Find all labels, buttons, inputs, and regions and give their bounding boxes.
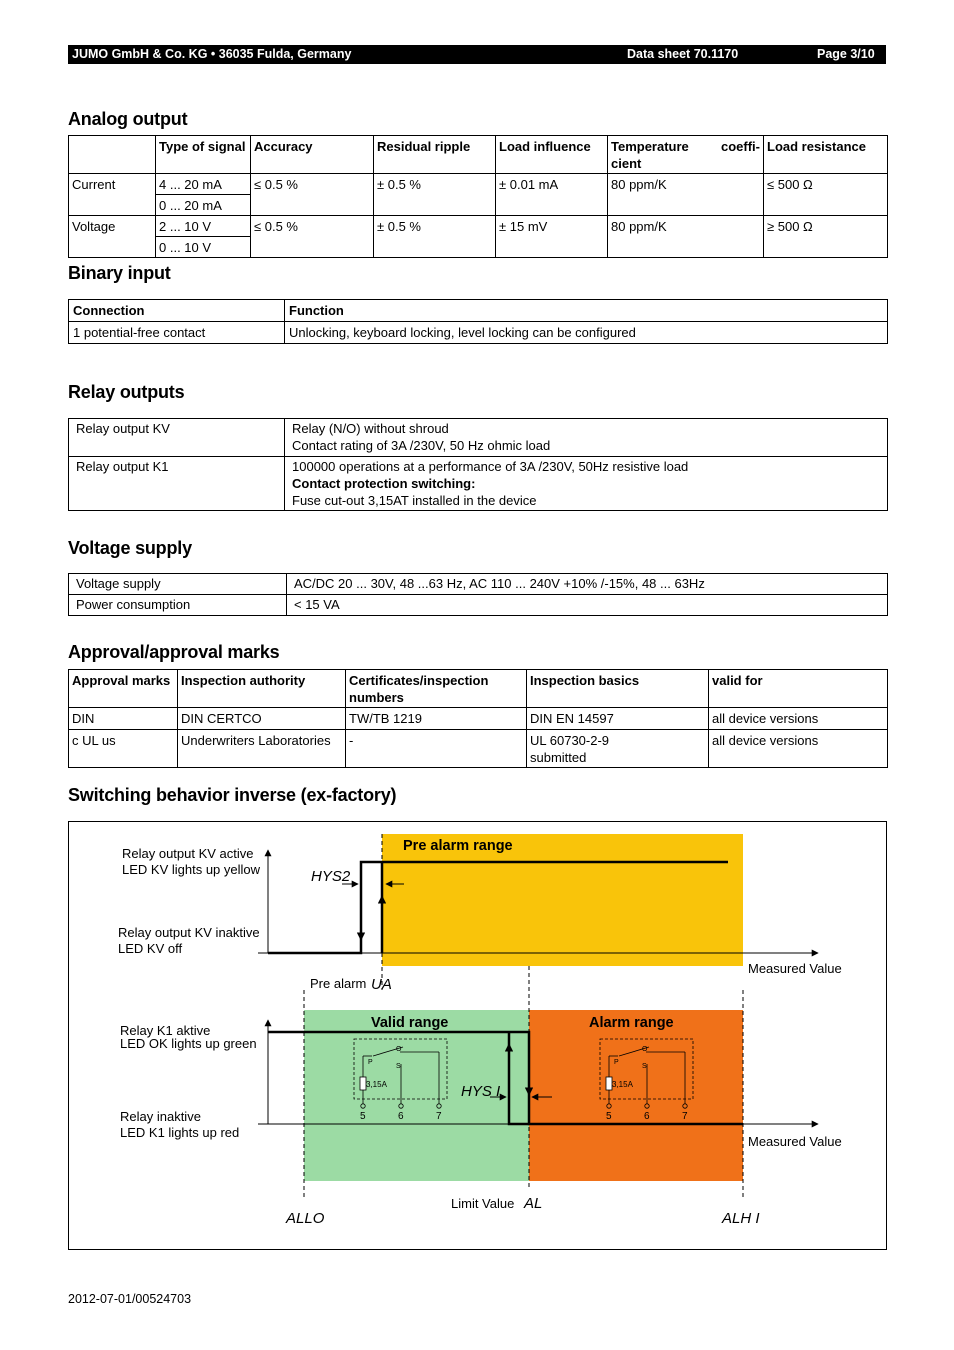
footer-doc-id: 2012-07-01/00524703	[68, 1292, 192, 1306]
analog-output-title: Analog output	[68, 109, 188, 129]
measured-value-bottom: Measured Value	[748, 1134, 842, 1149]
col-function: Function	[285, 300, 888, 322]
col-authority: Inspection authority	[178, 670, 346, 708]
terminal-7-valid: 7	[436, 1111, 442, 1122]
contact-o-alarm: O	[642, 1046, 648, 1053]
kv-active-label-1: Relay output KV active	[122, 846, 254, 861]
cell: Voltage supply	[69, 574, 287, 595]
cell: 0 ... 20 mA	[156, 195, 251, 216]
alarm-range-area	[529, 1010, 743, 1181]
text: 100000 operations at a performance of 3A /230V, 50Hz resistive load	[292, 459, 689, 474]
cell: ± 0.01 mA	[496, 174, 608, 216]
cell: DIN EN 14597	[527, 708, 709, 730]
contact-o-valid: O	[396, 1046, 402, 1053]
cell: 80 ppm/K	[608, 216, 764, 258]
terminal-7-alarm: 7	[682, 1111, 688, 1122]
k1-active-label-2: LED OK lights up green	[120, 1036, 257, 1051]
cell: ≤ 500 Ω	[764, 174, 888, 216]
text: Contact rating of 3A /230V, 50 Hz ohmic load	[292, 438, 551, 453]
cell: DIN	[69, 708, 178, 730]
kv-inactive-label-2: LED KV off	[118, 941, 183, 956]
terminal-6-valid: 6	[398, 1111, 404, 1122]
cell: AC/DC 20 ... 30V, 48 ...63 Hz, AC 110 ... 240V +10% /-15%, 48 ... 63Hz	[287, 574, 888, 595]
col-temp: Temperature coeffi-cient	[608, 136, 764, 174]
col-connection: Connection	[69, 300, 285, 322]
text: UL 60730-2-9	[530, 733, 610, 748]
valid-range-label: Valid range	[371, 1015, 449, 1031]
header-page: Page 3/10	[817, 47, 875, 61]
text: Relay (N/O) without shroud	[292, 421, 449, 436]
contact-s-valid: S	[396, 1063, 401, 1070]
cell: Unlocking, keyboard locking, level locking can be configured	[285, 322, 888, 344]
measured-value-top: Measured Value	[748, 961, 842, 976]
alhi-code: ALH I	[722, 1210, 760, 1227]
header-datasheet: Data sheet 70.1170	[627, 47, 739, 61]
cell: ≤ 0.5 %	[251, 174, 374, 216]
cell: -	[346, 730, 527, 768]
cell: all device versions	[709, 730, 888, 768]
al-code: AL	[524, 1195, 543, 1212]
limit-value-label: Limit Value	[451, 1196, 515, 1211]
kv-active-label-2: LED KV lights up yellow	[122, 862, 261, 877]
row-voltage-label: Voltage	[69, 216, 156, 258]
hys1-code: HYS I	[461, 1083, 501, 1100]
allo-code: ALLO	[286, 1210, 325, 1227]
fuse-label-valid: 3,15A	[366, 1080, 387, 1089]
alarm-range-label: Alarm range	[589, 1015, 674, 1031]
terminal-5-valid: 5	[360, 1111, 366, 1122]
cell: all device versions	[709, 708, 888, 730]
cell: ± 15 mV	[496, 216, 608, 258]
fuse-label-alarm: 3,15A	[612, 1080, 633, 1089]
cell: Relay output KV	[69, 419, 285, 457]
col-accuracy: Accuracy	[251, 136, 374, 174]
text: Contact protection switching:	[292, 476, 476, 491]
cell: 0 ... 10 V	[156, 237, 251, 258]
cell: 2 ... 10 V	[156, 216, 251, 237]
col-ripple: Residual ripple	[374, 136, 496, 174]
col-certs: Certificates/inspection numbers	[346, 670, 527, 708]
binary-input-title: Binary input	[68, 263, 171, 283]
pre-alarm-label: Pre alarm	[310, 976, 367, 991]
cell: < 15 VA	[287, 595, 888, 616]
approval-title: Approval/approval marks	[68, 642, 280, 662]
relay-outputs-title: Relay outputs	[68, 382, 185, 402]
row-current-label: Current	[69, 174, 156, 216]
voltage-supply-title: Voltage supply	[68, 538, 192, 558]
contact-s-alarm: S	[642, 1063, 647, 1070]
col-marks: Approval marks	[69, 670, 178, 708]
col-resistance: Load resistance	[764, 136, 888, 174]
terminal-5-alarm: 5	[606, 1111, 612, 1122]
terminal-6-alarm: 6	[644, 1111, 650, 1122]
cell: 80 ppm/K	[608, 174, 764, 216]
cell: TW/TB 1219	[346, 708, 527, 730]
col-valid: valid for	[709, 670, 888, 708]
switching-title: Switching behavior inverse (ex-factory)	[68, 785, 397, 805]
text: submitted	[530, 750, 587, 765]
cell: ≥ 500 Ω	[764, 216, 888, 258]
cell: 1 potential-free contact	[69, 322, 285, 344]
cell: ± 0.5 %	[374, 174, 496, 216]
ua-code: UA	[371, 976, 392, 993]
contact-p-alarm: P	[614, 1059, 619, 1066]
k1-inactive-label-2: LED K1 lights up red	[120, 1125, 240, 1140]
col-basics: Inspection basics	[527, 670, 709, 708]
cell: 4 ... 20 mA	[156, 174, 251, 195]
k1-inactive-label-1: Relay inaktive	[120, 1109, 201, 1124]
col-load: Load influence	[496, 136, 608, 174]
cell: ≤ 0.5 %	[251, 216, 374, 258]
header-company: JUMO GmbH & Co. KG • 36035 Fulda, Germany	[72, 47, 352, 61]
hys2-code: HYS2	[311, 868, 351, 885]
text: Fuse cut-out 3,15AT installed in the device	[292, 493, 537, 508]
col-signal: Type of signal	[156, 136, 251, 174]
contact-p-valid: P	[368, 1059, 373, 1066]
k1-active-label-1: Relay K1 aktive	[120, 1023, 211, 1038]
cell: DIN CERTCO	[178, 708, 346, 730]
kv-inactive-label-1: Relay output KV inaktive	[118, 925, 260, 940]
cell: ± 0.5 %	[374, 216, 496, 258]
cell: Relay output K1	[69, 457, 285, 511]
cell: Power consumption	[69, 595, 287, 616]
cell: Underwriters Laboratories	[178, 730, 346, 768]
pre-alarm-range-label: Pre alarm range	[403, 838, 513, 854]
cell: c UL us	[69, 730, 178, 768]
